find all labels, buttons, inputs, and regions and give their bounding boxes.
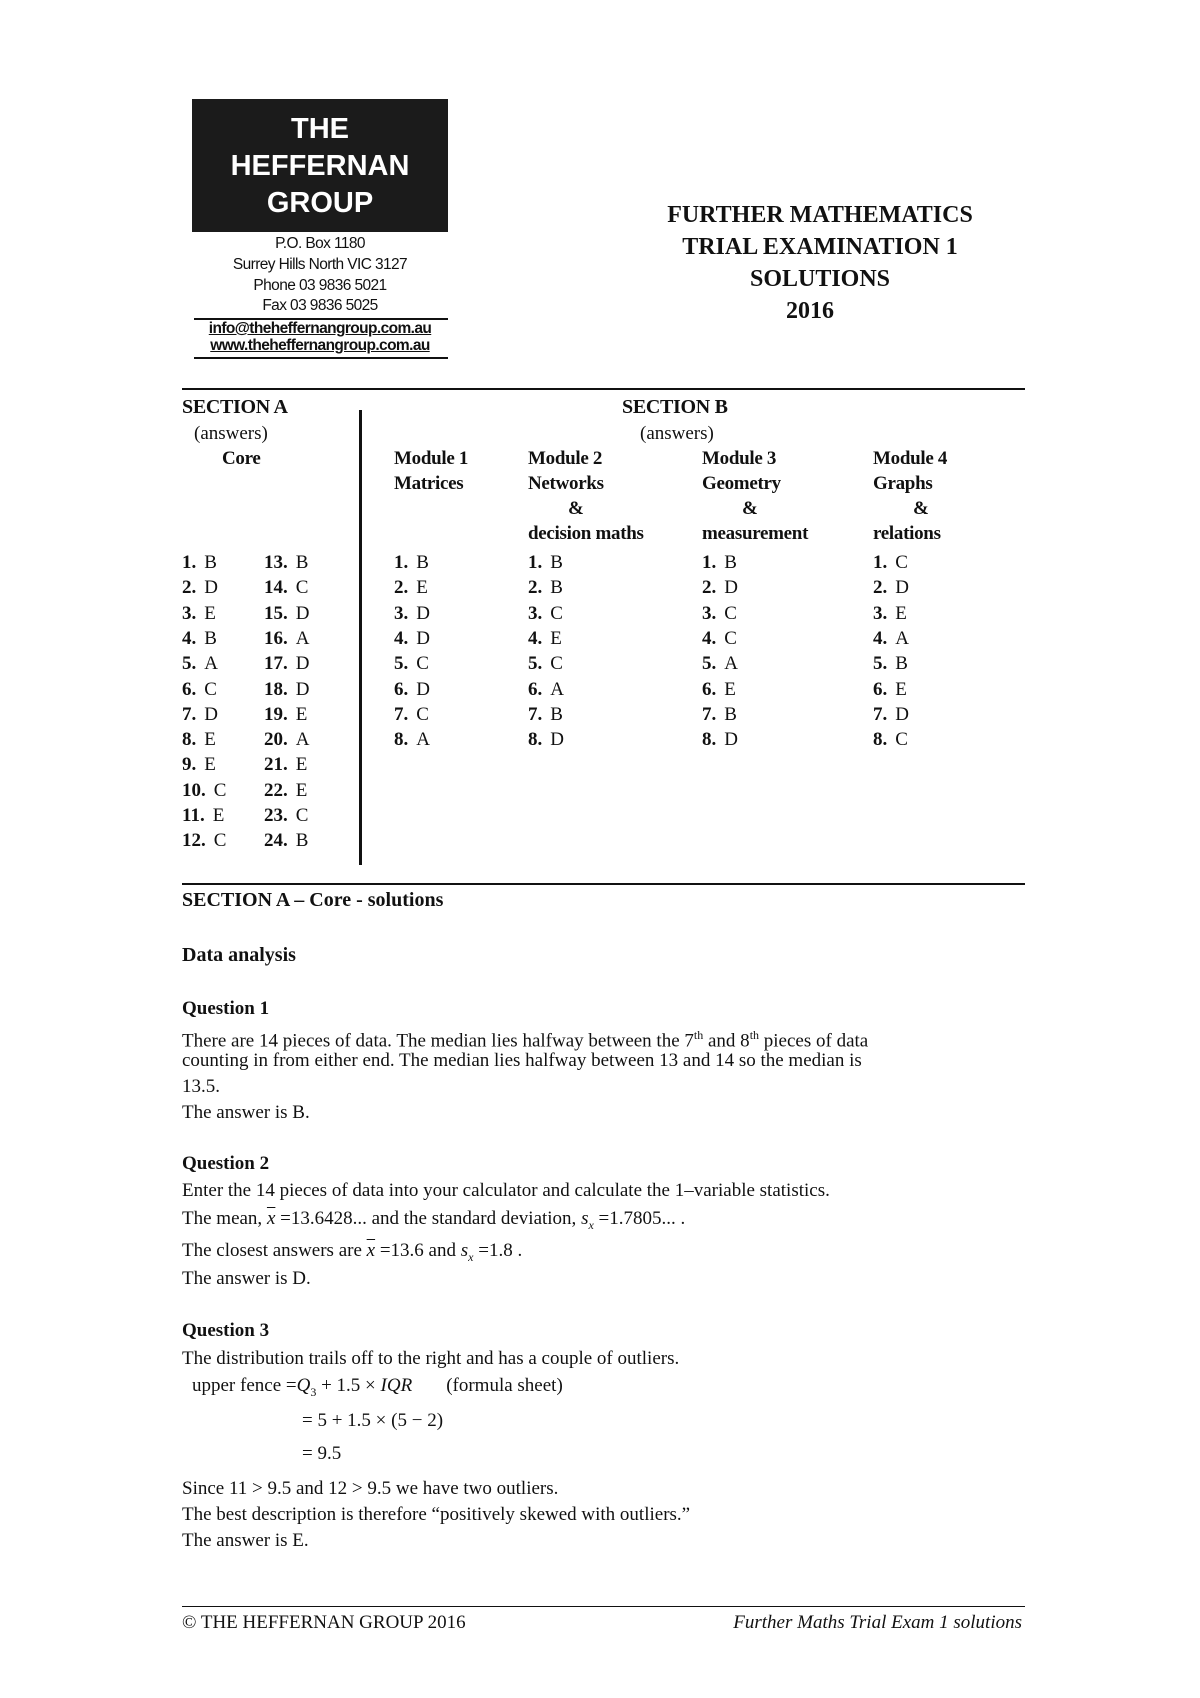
solutions-title: SECTION A – Core - solutions	[182, 889, 444, 911]
q1-line-2: counting in from either end. The median lies halfway between 13 and 14 so the median is	[182, 1050, 862, 1071]
q2-heading: Question 2	[182, 1153, 270, 1174]
answer-item: 6. A	[528, 678, 564, 700]
q2-line-1: Enter the 14 pieces of data into your calculator and calculate the 1–variable statistics.	[182, 1180, 830, 1201]
answer-item: 3. C	[702, 602, 737, 624]
answer-item: 4. B	[182, 627, 217, 649]
answer-item: 6. C	[182, 678, 217, 700]
answer-item: 7. B	[528, 703, 563, 725]
q3-equation-2: = 5 + 1.5 × (5 − 2)	[302, 1410, 444, 1431]
answer-item: 21. E	[264, 754, 308, 776]
answer-item: 2. D	[182, 577, 218, 599]
topic-heading: Data analysis	[182, 944, 296, 966]
answer-item: 24. B	[264, 830, 309, 852]
answer-item: 10. C	[182, 779, 227, 801]
q3-line-3: The best description is therefore “positively skewed with outliers.”	[182, 1504, 691, 1525]
website-link[interactable]: www.theheffernangroup.com.au	[210, 337, 430, 354]
answer-item: 23. C	[264, 805, 309, 826]
q1-answer: The answer is B.	[182, 1102, 310, 1123]
divider-top	[182, 388, 1025, 390]
answer-item: 5. C	[394, 653, 429, 675]
fax: Fax 03 9836 5025	[262, 297, 378, 314]
module-heading: Geometry	[702, 473, 781, 494]
module-heading: Matrices	[394, 473, 464, 494]
answer-item: 2. B	[528, 577, 563, 599]
answer-item: 7. D	[873, 703, 909, 725]
answer-item: 6. E	[702, 678, 736, 700]
q3-line-1: The distribution trails off to the right and has a couple of outliers.	[182, 1348, 680, 1369]
q1-line-3: 13.5.	[182, 1076, 220, 1097]
module-heading: Module 1	[394, 448, 469, 469]
q2-line-2: The mean, $\overline{x} =13.6428$... and the standard deviation, $s_x =1.7805$... .	[182, 1208, 686, 1232]
answer-item: 14. C	[264, 577, 309, 599]
answer-item: 3. C	[528, 602, 563, 624]
answer-item: 1. B	[528, 552, 563, 573]
exam-title-exam: TRIAL EXAMINATION 1	[682, 234, 958, 260]
q1-line-1: There are 14 pieces of data. The median lies halfway between the 7th and 8th pieces of data	[182, 1028, 869, 1052]
answer-item: 8. D	[528, 729, 564, 751]
exam-title-year: 2016	[786, 298, 834, 324]
answer-item: 4. E	[528, 627, 562, 649]
logo-line-3: GROUP	[266, 187, 374, 219]
answer-item: 12. C	[182, 830, 227, 852]
answer-item: 22. E	[264, 779, 308, 801]
answer-item: 9. E	[182, 754, 216, 776]
answer-item: 11. E	[182, 805, 225, 826]
suburb: Surrey Hills North VIC 3127	[232, 256, 408, 273]
footer-rule	[182, 1606, 1025, 1607]
answer-item: 3. E	[182, 602, 216, 624]
q3-equation-1: upper fence $=Q_3 + 1.5$ × IQR (formula sheet)	[192, 1375, 563, 1399]
answer-item: 7. D	[182, 703, 218, 725]
answer-item: 1. C	[873, 552, 908, 573]
answer-item: 19. E	[264, 703, 308, 725]
answer-item: 20. A	[264, 729, 310, 751]
footer-title: Further Maths Trial Exam 1 solutions	[733, 1612, 1022, 1633]
logo-line-1: THE	[291, 113, 349, 145]
answer-item: 3. E	[873, 602, 907, 624]
module-heading: Graphs	[873, 473, 933, 494]
logo-line-2: HEFFERNAN	[230, 150, 410, 182]
section-b-title: SECTION B	[622, 396, 728, 418]
answer-item: 16. A	[264, 627, 310, 649]
answer-item: 8. E	[182, 729, 216, 751]
answer-item: 15. D	[264, 602, 310, 624]
q3-answer: The answer is E.	[182, 1530, 309, 1551]
answer-item: 8. A	[394, 729, 430, 751]
exam-title-subject: FURTHER MATHEMATICS	[667, 202, 973, 228]
answer-item: 4. D	[394, 627, 430, 649]
answer-item: 5. A	[182, 653, 218, 675]
footer-copyright: © THE HEFFERNAN GROUP 2016	[182, 1612, 466, 1633]
module-heading: Module 4	[873, 448, 948, 469]
answer-item: 1. B	[394, 552, 429, 573]
answer-item: 17. D	[264, 653, 310, 675]
section-a-module: Core	[222, 448, 261, 469]
po-box: P.O. Box 1180	[275, 235, 365, 252]
answer-item: 6. E	[873, 678, 907, 700]
answer-item: 8. D	[702, 729, 738, 751]
exam-title-solutions: SOLUTIONS	[749, 266, 891, 292]
answer-item: 5. B	[873, 653, 908, 675]
section-b-sub: (answers)	[640, 423, 714, 444]
module-heading: &	[568, 498, 584, 519]
divider-middle	[182, 883, 1025, 885]
answer-item: 1. B	[702, 552, 737, 573]
module-heading: Networks	[528, 473, 604, 494]
company-logo	[192, 99, 448, 232]
q2-line-3: The closest answers are $\overline{x} =13.6$ and $s_x =1.8$ .	[182, 1240, 523, 1264]
module-heading: measurement	[702, 523, 809, 544]
answer-item: 1. B	[182, 552, 217, 573]
section-divider	[359, 410, 362, 865]
module-heading: &	[742, 498, 758, 519]
answer-item: 2. D	[702, 577, 738, 599]
section-a-sub: (answers)	[194, 423, 268, 444]
q3-equation-3: = 9.5	[302, 1443, 342, 1464]
q2-answer: The answer is D.	[182, 1268, 311, 1289]
answer-item: 8. C	[873, 729, 908, 751]
logo-divider-bottom	[194, 357, 448, 359]
answer-item: 5. A	[702, 653, 738, 675]
phone: Phone 03 9836 5021	[253, 277, 387, 294]
q3-heading: Question 3	[182, 1320, 270, 1341]
answer-item: 2. E	[394, 577, 428, 599]
module-heading: &	[913, 498, 929, 519]
module-heading: Module 2	[528, 448, 603, 469]
answer-item: 4. C	[702, 627, 737, 649]
answer-item: 13. B	[264, 552, 309, 573]
answer-item: 4. A	[873, 627, 909, 649]
section-a-title: SECTION A	[182, 396, 288, 418]
module-heading: decision maths	[528, 523, 644, 544]
answer-item: 7. B	[702, 703, 737, 725]
module-heading: relations	[873, 523, 941, 544]
answer-item: 7. C	[394, 703, 429, 725]
email-link[interactable]: info@theheffernangroup.com.au	[208, 320, 432, 337]
q1-heading: Question 1	[182, 998, 270, 1019]
answer-item: 5. C	[528, 653, 563, 675]
answer-item: 3. D	[394, 602, 430, 624]
module-heading: Module 3	[702, 448, 777, 469]
q3-line-2: Since 11 > 9.5 and 12 > 9.5 we have two outliers.	[182, 1478, 559, 1499]
answer-item: 18. D	[264, 678, 310, 700]
answer-item: 2. D	[873, 577, 909, 599]
answer-item: 6. D	[394, 678, 430, 700]
